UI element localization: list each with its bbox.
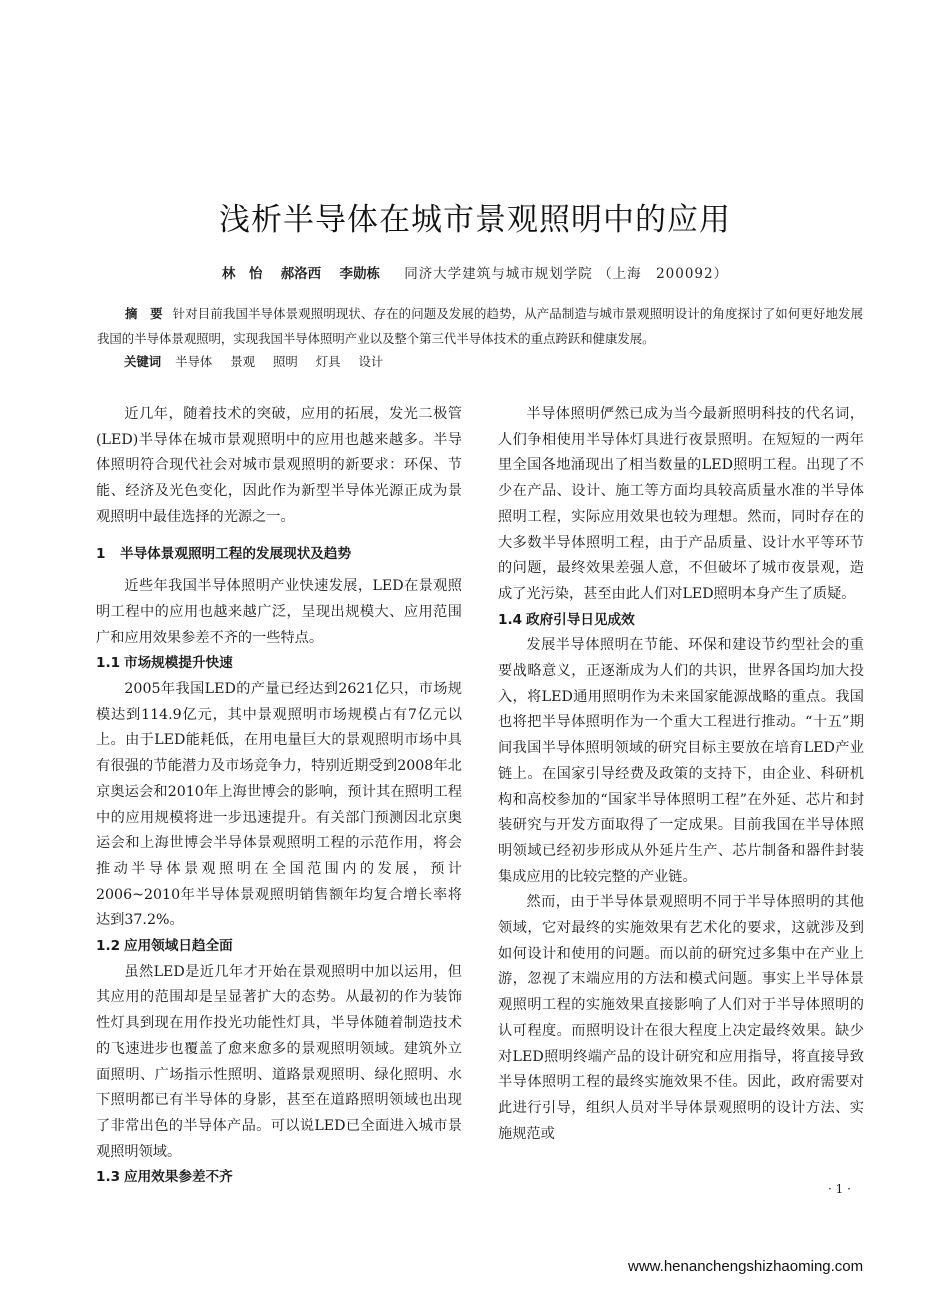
keywords: [124, 352, 864, 372]
abstract-text: 针对目前我国半导体景观照明现状、存在的问题及发展的趋势，从产品制造与城市景观照明设计的角度探讨了如何更好地发展我国的半导体景观照明，实现我国半导体照明产业以及整个第三代半导体技术的重点跨跃和健康发展。: [97, 306, 864, 346]
subsection-number: 1.4: [498, 611, 523, 628]
author-name: 林 怡: [221, 266, 263, 282]
author-name: 郝洛西: [280, 266, 322, 282]
subsection-title: 应用效果参差不齐: [124, 1169, 233, 1186]
abstract-label: 摘 要: [125, 306, 163, 321]
keyword: 景观: [230, 354, 256, 369]
right-column: [498, 402, 864, 1147]
body-paragraph: 半导体照明俨然已成为当今最新照明科技的代名词，人们争相使用半导体灯具进行夜景照明。在短短的一两年里全国各地涌现出了相当数量的LED照明工程。出现了不少在产品、设计、施工等方面均具较高质量水准的半导体照明工程，实际应用效果也较为理想。然而，同时存在的大多数半导体照明工程，由于产品质量、设计水平等环节的问题，最终效果差强人意，不但破坏了城市夜景观，造成了光污染，甚至由此人们对LED照明本身产生了质疑。: [498, 406, 864, 602]
body-paragraph: 发展半导体照明在节能、环保和建设节约型社会的重要战略意义，正逐渐成为人们的共识，世界各国均加大投入，将LED通用照明作为未来国家能源战略的重点。我国也将把半导体照明作为一个重大工程进行推动。“十五”期间我国半导体照明领域的研究目标主要放在培育LED产业链上。在国家引导经费及政策的支持下，由企业、科研机构和高校参加的“国家半导体照明工程”在外延、芯片和封装研究与开发方面取得了一定成果。目前我国在半导体照明领域已经初步形成从外延片生产、芯片制备和器件封装集成应用的比较完整的产业链。: [498, 637, 864, 885]
keyword: 设计: [358, 354, 384, 369]
section-number: 1: [96, 545, 106, 562]
author-name: 李勋栋: [339, 266, 380, 282]
section-heading: [96, 542, 462, 568]
paper-title: 浅析半导体在城市景观照明中的应用: [219, 202, 731, 238]
body-paragraph: 2005年我国LED的产量已经达到2621亿只，市场规模达到114.9亿元，其中景观照明市场规模占有7亿元以上。由于LED能耗低，在用电量巨大的景观照明市场中具有很强的节能潜力及市场竞争力，特别近期受到2008年北京奥运会和2010年上海世博会的影响，预计其在照明工程中的应用规模将进一步迅速提升。有关部门预测因北京奥运会和上海世博会半导体景观照明工程的示范作用，将会推动半导体景观照明在全国范围内的发展，预计2006~2010年半导体景观照明销售额年均复合增长率将达到37.2%。: [96, 681, 462, 929]
byline: [0, 262, 950, 282]
abstract: [97, 301, 863, 351]
keywords-label: 关键词: [124, 354, 162, 369]
subsection-heading: [96, 651, 462, 677]
subsection-heading: [96, 1165, 462, 1191]
left-column: [96, 402, 462, 1191]
subsection-title: 政府引导日见成效: [526, 611, 635, 628]
body-paragraph: 然而，由于半导体景观照明不同于半导体照明的其他领域，它对最终的实施效果有艺术化的要求，这就涉及到如何设计和使用的问题。而以前的研究过多集中在产业上游，忽视了末端应用的方法和模式问题。事实上半导体景观照明工程的实施效果直接影响了人们对于半导体照明的认可程度。而照明设计在很大程度上决定最终效果。缺少对LED照明终端产品的设计研究和应用指导，将直接导致半导体照明工程的最终实施效果不佳。因此，政府需要对此进行引导，组织人员对半导体景观照明的设计方法、实施规范或: [498, 894, 864, 1142]
subsection-number: 1.3: [96, 1169, 121, 1186]
page-number: · 1 ·: [828, 1182, 851, 1196]
intro-paragraph: 近几年，随着技术的突破，应用的拓展，发光二极管(LED)半导体在城市景观照明中的应用也越来越多。半导体照明符合现代社会对城市景观照明的新要求：环保、节能、经济及光色变化，因此作为新型半导体光源正成为景观照明中最佳选择的光源之一。: [96, 406, 462, 525]
keyword: 灯具: [315, 354, 341, 369]
section-title: 半导体景观照明工程的发展现状及趋势: [120, 545, 352, 562]
subsection-heading: [498, 608, 864, 634]
subsection-heading: [96, 934, 462, 960]
subsection-title: 市场规模提升快速: [124, 655, 233, 672]
body-paragraph: 虽然LED是近几年才开始在景观照明中加以运用，但其应用的范围却是呈显著扩大的态势。从最初的作为装饰性灯具到现在用作投光功能性灯具，半导体随着制造技术的飞速进步也覆盖了愈来愈多的景观照明领域。建筑外立面照明、广场指示性照明、道路景观照明、绿化照明、水下照明都已有半导体的身影，甚至在道路照明领域也出现了非常出色的半导体产品。可以说LED已全面进入城市景观照明领域。: [96, 963, 462, 1160]
subsection-title: 应用领域日趋全面: [124, 938, 233, 955]
keyword: 照明: [272, 354, 298, 369]
subsection-number: 1.2: [96, 938, 121, 955]
website-url: www.henanchengshizhaoming.com: [628, 1258, 864, 1275]
section-intro-paragraph: 近些年我国半导体照明产业快速发展，LED在景观照明工程中的应用也越来越广泛，呈现出规模大、应用范围广和应用效果参差不齐的一些特点。: [96, 578, 462, 646]
affiliation: 同济大学建筑与城市规划学院 （上海 200092）: [404, 266, 729, 282]
keyword: 半导体: [175, 354, 213, 369]
subsection-number: 1.1: [96, 655, 121, 672]
